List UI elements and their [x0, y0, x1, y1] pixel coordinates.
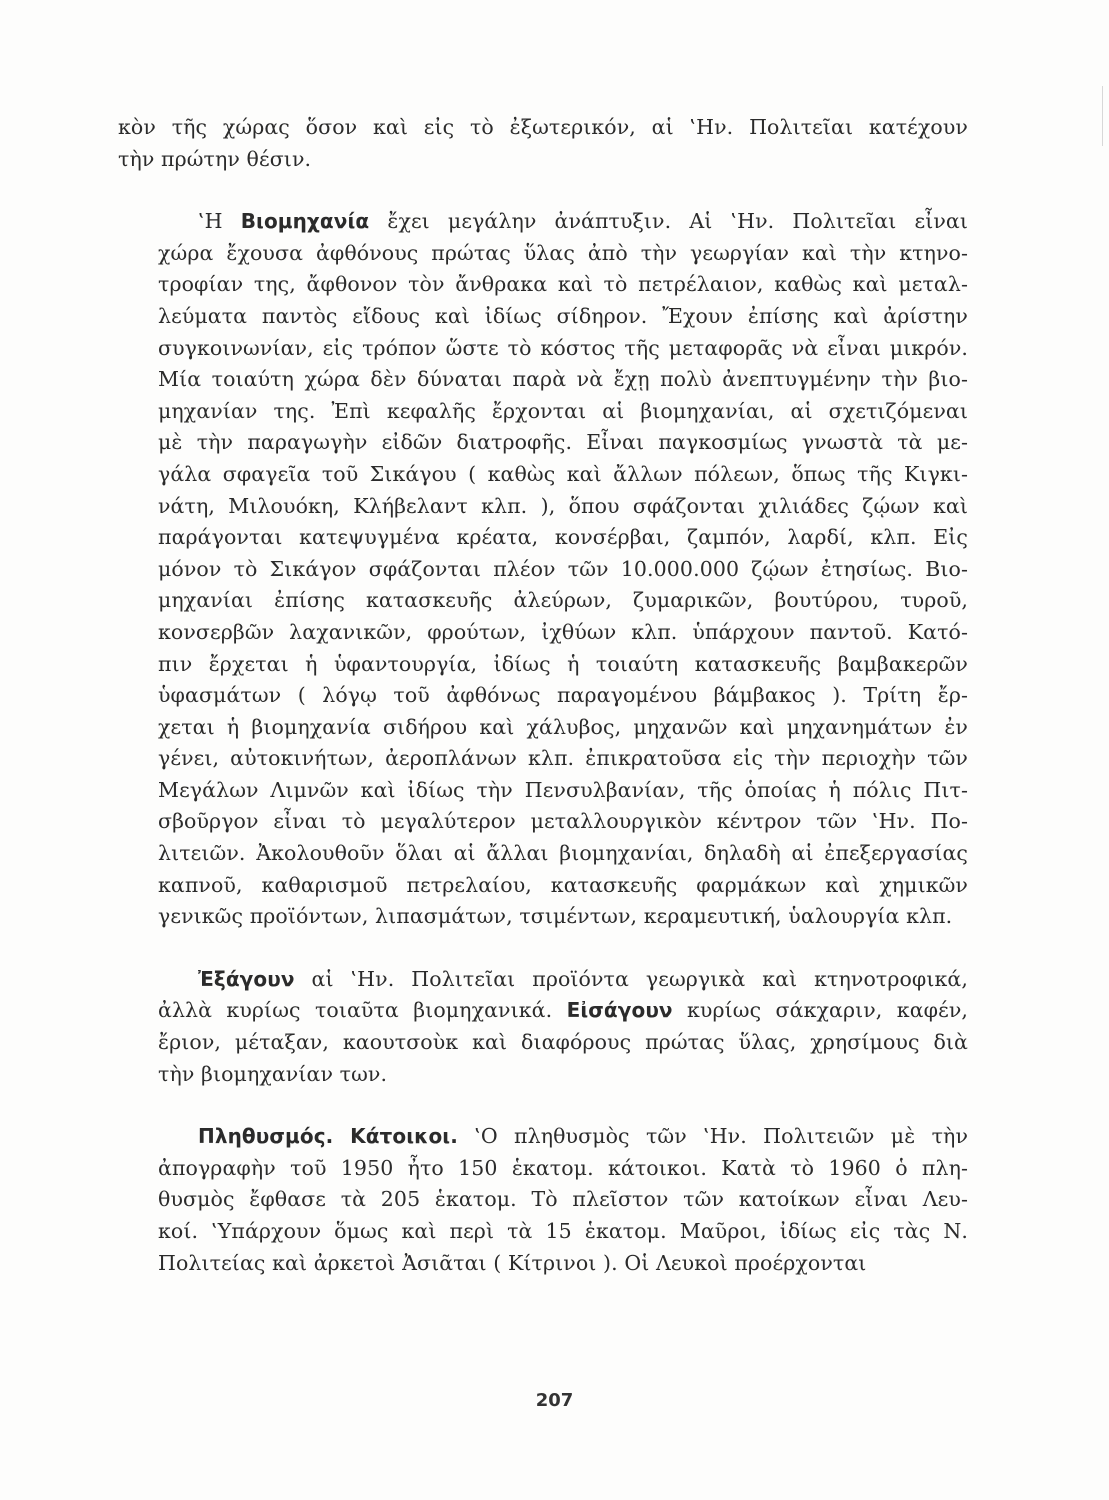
text-line — [118, 995, 968, 1027]
text-run: κονσερβῶν λαχανικῶν, φρούτων, ἰχθύων κλπ. ὑπάρχουν παντοῦ. Κατό- — [158, 619, 968, 644]
text-run: κοί. ‛Υπάρχουν ὅμως καὶ περὶ τὰ 15 ἑκατομ. Μαῦροι, ἰδίως εἰς τὰς Ν. — [158, 1219, 968, 1243]
text-line — [118, 1216, 968, 1248]
text-run: κυρίως σάκχαριν, καφέν, — [672, 998, 968, 1023]
text-line — [118, 112, 968, 144]
text-line — [118, 364, 968, 396]
text-line — [118, 1059, 968, 1091]
text-line — [118, 491, 968, 523]
text-line — [118, 901, 968, 933]
text-run: παράγονται κατεψυγμένα κρέατα, κονσέρβαι, ζαμπόν, λαρδί, κλπ. Εἰς — [158, 525, 968, 550]
bold-heading: Εἰσάγουν — [566, 998, 673, 1023]
text-run: λιτειῶν. Ἀκολουθοῦν ὅλαι αἱ ἄλλαι βιομηχανίαι, δηλαδὴ αἱ ἐπεξεργασίας — [158, 841, 968, 866]
text-line — [118, 1121, 968, 1153]
text-line — [118, 806, 968, 838]
text-line — [118, 459, 968, 491]
bold-heading: Βιομηχανία — [240, 209, 370, 234]
text-line — [118, 1248, 968, 1280]
text-run: μὲ τὴν παραγωγὴν εἰδῶν διατροφῆς. Εἶναι παγκοσμίως γνωστὰ τὰ με- — [158, 430, 968, 455]
text-line — [118, 775, 968, 807]
text-run: ὑφασμάτων ( λόγῳ τοῦ ἀφθόνως παραγομένου βάμβακος ). Τρίτη ἔρ- — [158, 683, 968, 708]
text-run: νάτη, Μιλουόκη, Κλήβελαντ κλπ. ), ὅπου σφάζονται χιλιάδες ζῴων καὶ — [158, 493, 968, 518]
text-line — [118, 1184, 968, 1216]
text-line — [118, 301, 968, 333]
text-line — [118, 206, 968, 238]
text-line — [118, 712, 968, 744]
text-line — [118, 396, 968, 428]
text-run: μηχανίαν της. Ἐπὶ κεφαλῆς ἔρχονται αἱ βιομηχανίαι, αἱ σχετιζόμεναι — [158, 398, 968, 423]
text-run: γενικῶς προϊόντων, λιπασμάτων, τσιμέντων, κεραμευτική, ὑαλουργία κλπ. — [158, 904, 953, 929]
text-run: χώρα ἔχουσα ἀφθόνους πρώτας ὕλας ἀπὸ τὴν γεωργίαν καὶ τὴν κτηνο- — [158, 240, 968, 265]
paragraph — [118, 964, 968, 1090]
body-text — [118, 112, 968, 1279]
text-line — [118, 838, 968, 870]
text-line — [118, 1027, 968, 1059]
paragraph — [118, 1121, 968, 1279]
text-line — [118, 870, 968, 902]
text-run: γένει, αὐτοκινήτων, ἀεροπλάνων κλπ. ἐπικρατοῦσα εἰς τὴν περιοχὴν τῶν — [158, 746, 968, 771]
text-run: ἔχει μεγάλην ἀνάπτυξιν. Αἱ ‛Ην. Πολιτεῖαι εἶναι — [369, 209, 968, 234]
bold-heading: Πληθυσμός. Κάτοικοι. — [198, 1124, 458, 1149]
text-run: τὴν πρώτην θέσιν. — [118, 146, 312, 171]
text-line — [118, 554, 968, 586]
text-run: μόνον τὸ Σικάγον σφάζονται πλέον τῶν 10.000.000 ζῴων ἐτησίως. Βιο- — [158, 556, 968, 581]
text-run: θυσμὸς ἔφθασε τὰ 205 ἑκατομ. Τὸ πλεῖστον τῶν κατοίκων εἶναι Λευ- — [158, 1187, 968, 1212]
text-run: κὸν τῆς χώρας ὅσον καὶ εἰς τὸ ἐξωτερικόν, αἱ ‛Ην. Πολιτεῖαι κατέχουν — [118, 115, 968, 139]
text-line — [118, 238, 968, 270]
text-run: ἀπογραφὴν τοῦ 1950 ἦτο 150 ἑκατομ. κάτοικοι. Κατὰ τὸ 1960 ὁ πλη- — [158, 1155, 968, 1180]
text-run: πιν ἔρχεται ἡ ὑφαντουργία, ἰδίως ἡ τοιαύτη κατασκευῆς βαμβακερῶν — [158, 651, 968, 676]
text-line — [118, 333, 968, 365]
paragraph — [118, 206, 968, 933]
text-run: τὴν βιομηχανίαν των. — [158, 1061, 388, 1086]
text-run: Πολιτείας καὶ ἀρκετοὶ Ἀσιᾶται ( Κίτρινοι ). Οἱ Λευκοὶ προέρχονται — [158, 1250, 867, 1275]
text-run: χεται ἡ βιομηχανία σιδήρου καὶ χάλυβος, μηχανῶν καὶ μηχανημάτων ἐν — [158, 714, 968, 739]
text-run: Μεγάλων Λιμνῶν καὶ ἰδίως τὴν Πενσυλβανίαν, τῆς ὁποίας ἡ πόλις Πιτ- — [158, 777, 968, 802]
paragraph — [118, 112, 968, 175]
text-line — [118, 269, 968, 301]
text-line — [118, 427, 968, 459]
text-run: ‛Η — [198, 209, 241, 234]
text-line — [118, 649, 968, 681]
text-line — [118, 617, 968, 649]
text-run: λεύματα παντὸς εἴδους καὶ ἰδίως σίδηρον. Ἔχουν ἐπίσης καὶ ἀρίστην — [158, 303, 968, 328]
text-line — [118, 743, 968, 775]
text-line — [118, 144, 968, 176]
text-run: Μία τοιαύτη χώρα δὲν δύναται παρὰ νὰ ἔχῃ πολὺ ἀνεπτυγμένην τὴν βιο- — [158, 367, 968, 392]
text-line — [118, 585, 968, 617]
text-run: ἀλλὰ κυρίως τοιαῦτα βιομηχανικά. — [158, 998, 567, 1023]
text-run: ἔριον, μέταξαν, καουτσοὺκ καὶ διαφόρους πρώτας ὕλας, χρησίμους διὰ — [158, 1030, 968, 1055]
text-run: συγκοινωνίαν, εἰς τρόπον ὥστε τὸ κόστος τῆς μεταφορᾶς νὰ εἶναι μικρόν. — [158, 335, 968, 360]
text-line — [118, 680, 968, 712]
text-line — [118, 1153, 968, 1185]
text-run: γάλα σφαγεῖα τοῦ Σικάγου ( καθὼς καὶ ἄλλων πόλεων, ὅπως τῆς Κιγκι- — [158, 461, 968, 486]
text-run: ‛Ο πληθυσμὸς τῶν ‛Ην. Πολιτειῶν μὲ τὴν — [457, 1124, 969, 1149]
page-number: 207 — [535, 1390, 574, 1411]
bold-heading: Ἐξάγουν — [198, 966, 295, 991]
text-run: σβοῦργον εἶναι τὸ μεγαλύτερον μεταλλουργικὸν κέντρον τῶν ‛Ην. Πο- — [158, 809, 968, 834]
page-edge-mark — [1102, 86, 1109, 146]
text-run: τροφίαν της, ἄφθονον τὸν ἄνθρακα καὶ τὸ πετρέλαιον, καθὼς καὶ μεταλ- — [158, 272, 968, 297]
text-run: καπνοῦ, καθαρισμοῦ πετρελαίου, κατασκευῆς φαρμάκων καὶ χημικῶν — [158, 872, 968, 897]
text-run: αἱ ‛Ην. Πολιτεῖαι προϊόντα γεωργικὰ καὶ κτηνοτροφικά, — [294, 966, 968, 991]
text-run: μηχανίαι ἐπίσης κατασκευῆς ἀλεύρων, ζυμαρικῶν, βουτύρου, τυροῦ, — [158, 588, 968, 613]
text-line — [118, 522, 968, 554]
text-line — [118, 964, 968, 996]
